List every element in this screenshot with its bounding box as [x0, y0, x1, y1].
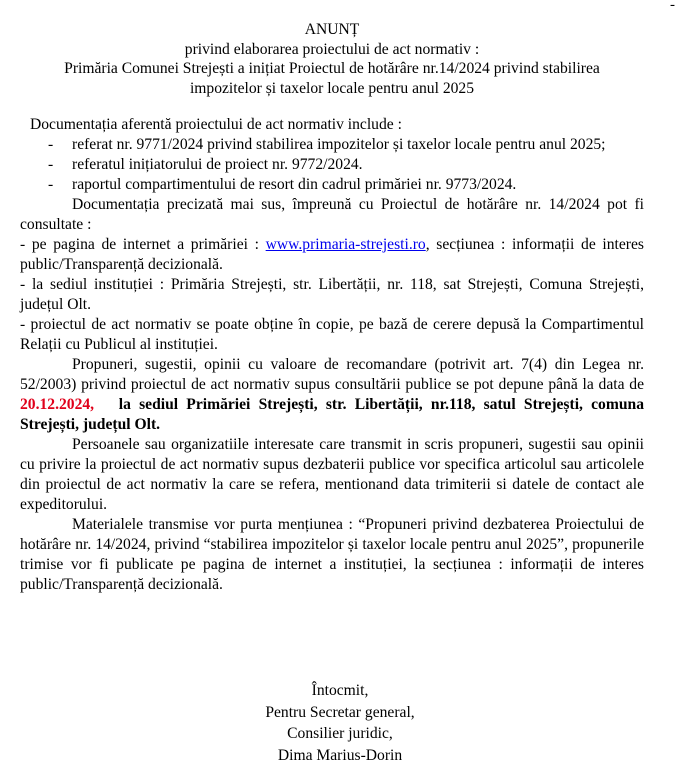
list-item-text: referat nr. 9771/2024 privind stabilirea impozitelor și taxelor locale pentru anul 2025; — [72, 136, 606, 153]
corner-mark: - — [670, 0, 675, 13]
documents-list — [20, 135, 644, 195]
materials-paragraph: Materialele transmise vor purta mențiunea : “Propuneri privind dezbaterea Proiectului de hotărâre nr. 14/2024, privind “stabilirea impozitelor și taxelor locale pentru anul 2025”, propunerile trimise vor fi publicate pe pagina de internet a instituției, la secțiunea : informații de interes public/Transparență decizională. — [20, 516, 644, 593]
list-item-text: referatul inițiatorului de proiect nr. 9772/2024. — [72, 156, 363, 173]
dash-bullet: - — [48, 136, 54, 153]
proposals-text: Propuneri, sugestii, opinii cu valoare de recomandare (potrivit art. 7(4) din Legea nr. 52/2003) privind proiectul de act normativ supus consultării publice se pot depune până la data de — [20, 356, 644, 393]
announcement-header — [20, 20, 644, 98]
consult-web-suffix: , secțiunea : informații de interes public/Transparență decizională. — [20, 236, 644, 273]
header-line-1: privind elaborarea proiectului de act normativ : — [184, 40, 480, 58]
dash-bullet: - — [48, 156, 54, 173]
consult-office: - la sediul instituției : Primăria Strejești, str. Libertății, nr. 118, sat Strejești, Comuna Strejești, județul Olt. — [20, 276, 644, 313]
consult-copy: - proiectul de act normativ se poate obține în copie, pe bază de cerere depusă la Compartimentul Relații cu Publicul al instituției. — [20, 316, 644, 353]
dash-bullet: - — [48, 176, 54, 193]
deadline-date: 20.12.2024, — [20, 396, 95, 413]
signature-name: Dima Marius-Dorin — [277, 746, 403, 764]
list-item — [20, 135, 644, 155]
page-title: ANUNȚ — [304, 21, 360, 38]
header-line-2: Primăria Comunei Strejești a inițiat Proiectul de hotărâre nr.14/2024 privind stabilirea — [64, 60, 600, 77]
signature-line-3: Consilier juridic, — [287, 725, 393, 742]
signature-line-2: Pentru Secretar general, — [265, 703, 415, 721]
announcement-page — [20, 20, 644, 595]
submission-location: la sediul Primăriei Strejești, str. Libertății, nr.118, satul Strejești, comuna Strejești, județul Olt. — [20, 396, 644, 433]
list-item-text: raportul compartimentului de resort din cadrul primăriei nr. 9773/2024. — [72, 176, 517, 193]
list-item — [20, 155, 644, 175]
signature-line-1: Întocmit, — [311, 682, 369, 699]
consult-web — [20, 235, 644, 275]
documents-intro: Documentația aferentă proiectului de act normativ include : — [30, 116, 402, 133]
consult-web-prefix: - pe pagina de internet a primăriei : — [20, 236, 266, 253]
proposals-paragraph — [20, 355, 644, 435]
persons-paragraph: Persoanele sau organizatiile interesate care transmit in scris propuneri, sugestii sau opinii cu privire la proiectul de act normativ supus dezbaterii publice vor specifica articolul sau articolele din proiectul de act normativ la care se refera, mentionand data trimiterii si datele de contact ale expeditorului. — [20, 436, 644, 513]
signature-block — [210, 680, 470, 766]
consult-lead: Documentația precizată mai sus, împreună cu Proiectul de hotărâre nr. 14/2024 pot fi consultate : — [20, 196, 644, 233]
website-link[interactable]: www.primaria-strejesti.ro — [265, 236, 426, 253]
header-line-3: impozitelor și taxelor locale pentru anul 2025 — [189, 79, 475, 97]
list-item — [20, 175, 644, 195]
